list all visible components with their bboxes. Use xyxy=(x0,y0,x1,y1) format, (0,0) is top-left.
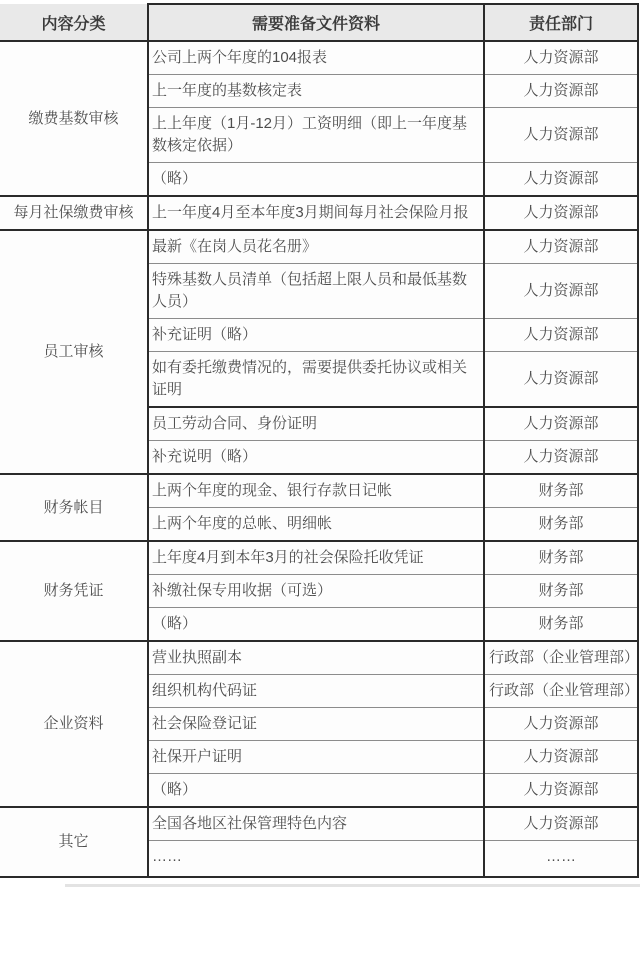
department-cell: 财务部 xyxy=(484,575,638,608)
document-cell: 补缴社保专用收据（可选） xyxy=(148,575,484,608)
document-cell: 如有委托缴费情况的，需要提供委托协议或相关证明 xyxy=(148,352,484,408)
department-cell: 人力资源部 xyxy=(484,774,638,808)
department-cell: 人力资源部 xyxy=(484,741,638,774)
department-cell: 行政部（企业管理部） xyxy=(484,641,638,675)
table-row xyxy=(0,807,638,841)
category-cell: 企业资料 xyxy=(0,641,148,807)
document-cell: 最新《在岗人员花名册》 xyxy=(148,230,484,264)
document-cell: （略） xyxy=(148,608,484,642)
department-cell: 人力资源部 xyxy=(484,708,638,741)
category-cell: 财务帐目 xyxy=(0,474,148,541)
document-cell: 社会保险登记证 xyxy=(148,708,484,741)
department-cell: 行政部（企业管理部） xyxy=(484,675,638,708)
bottom-divider xyxy=(65,884,640,887)
department-cell: 人力资源部 xyxy=(484,352,638,408)
department-cell: 财务部 xyxy=(484,508,638,542)
header-department: 责任部门 xyxy=(484,4,638,41)
category-cell: 员工审核 xyxy=(0,230,148,474)
table-row xyxy=(0,541,638,575)
department-cell: 人力资源部 xyxy=(484,319,638,352)
department-cell: 人力资源部 xyxy=(484,196,638,230)
department-cell: 人力资源部 xyxy=(484,807,638,841)
document-cell: （略） xyxy=(148,163,484,197)
department-cell: 人力资源部 xyxy=(484,41,638,75)
category-cell: 财务凭证 xyxy=(0,541,148,641)
document-cell: …… xyxy=(148,841,484,877)
header-documents: 需要准备文件资料 xyxy=(148,4,484,41)
document-cell: 社保开户证明 xyxy=(148,741,484,774)
table-row xyxy=(0,641,638,675)
department-cell: 财务部 xyxy=(484,541,638,575)
department-cell: 人力资源部 xyxy=(484,407,638,441)
table-header xyxy=(0,4,638,41)
department-cell: 人力资源部 xyxy=(484,264,638,319)
table-row xyxy=(0,41,638,75)
document-cell: 全国各地区社保管理特色内容 xyxy=(148,807,484,841)
document-cell: 上两个年度的现金、银行存款日记帐 xyxy=(148,474,484,508)
department-cell: 财务部 xyxy=(484,608,638,642)
header-category: 内容分类 xyxy=(0,4,148,41)
category-cell: 其它 xyxy=(0,807,148,877)
document-cell: （略） xyxy=(148,774,484,808)
document-cell: 补充说明（略） xyxy=(148,441,484,475)
document-cell: 上上年度（1月-12月）工资明细（即上一年度基数核定依据） xyxy=(148,108,484,163)
document-cell: 上一年度的基数核定表 xyxy=(148,75,484,108)
document-cell: 上年度4月到本年3月的社会保险托收凭证 xyxy=(148,541,484,575)
category-cell: 缴费基数审核 xyxy=(0,41,148,196)
document-cell: 营业执照副本 xyxy=(148,641,484,675)
category-cell: 每月社保缴费审核 xyxy=(0,196,148,230)
document-cell: 特殊基数人员清单（包括超上限人员和最低基数人员） xyxy=(148,264,484,319)
department-cell: …… xyxy=(484,841,638,877)
table-row xyxy=(0,474,638,508)
document-cell: 员工劳动合同、身份证明 xyxy=(148,407,484,441)
table-row xyxy=(0,196,638,230)
document-cell: 补充证明（略） xyxy=(148,319,484,352)
department-cell: 人力资源部 xyxy=(484,230,638,264)
document-cell: 公司上两个年度的104报表 xyxy=(148,41,484,75)
department-cell: 人力资源部 xyxy=(484,163,638,197)
social-insurance-audit-table xyxy=(0,3,639,878)
department-cell: 人力资源部 xyxy=(484,75,638,108)
document-cell: 上一年度4月至本年度3月期间每月社会保险月报 xyxy=(148,196,484,230)
header-row xyxy=(0,4,638,41)
table-row xyxy=(0,230,638,264)
document-cell: 上两个年度的总帐、明细帐 xyxy=(148,508,484,542)
department-cell: 人力资源部 xyxy=(484,441,638,475)
table-body xyxy=(0,41,638,877)
document-cell: 组织机构代码证 xyxy=(148,675,484,708)
department-cell: 人力资源部 xyxy=(484,108,638,163)
department-cell: 财务部 xyxy=(484,474,638,508)
